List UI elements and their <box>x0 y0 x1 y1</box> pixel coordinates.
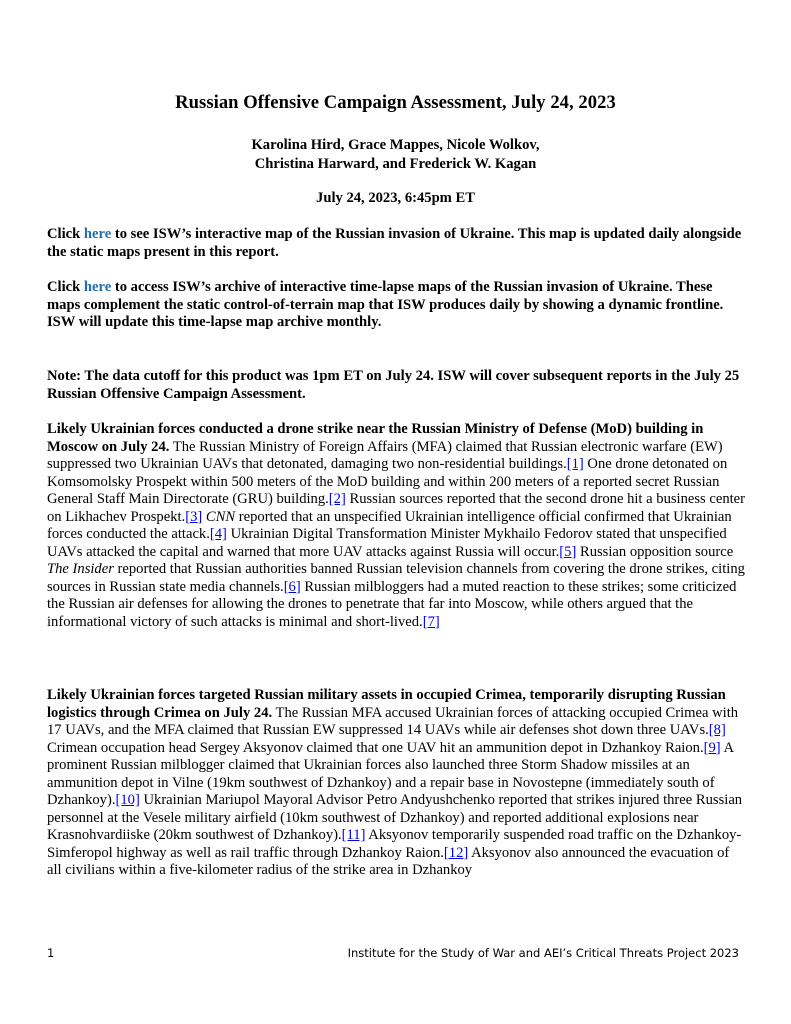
footnote-ref-4[interactable]: [4] <box>209 526 227 542</box>
author-list <box>0 136 791 174</box>
body-text: The Russian MFA accused Ukrainian forces of attacking occupied Crimea with 17 UAVs, and the MFA claimed that Russian EW suppressed 14 UAVs while air defenses shot down three UAVs. <box>47 704 739 738</box>
source-name-cnn: CNN <box>205 508 236 525</box>
body-text: Aksyonov also announced the evacuation of all civilians within a five-kilometer radius of the strike area in Dzhankoy <box>47 844 730 878</box>
footnote-ref-8[interactable]: [8] <box>708 722 726 738</box>
interactive-map-note <box>47 226 747 261</box>
body-text: reported that Russian authorities banned Russian television channels from covering the drone strikes, citing sources in Russian state media channels. <box>47 561 745 595</box>
intro-p1-pre: Click <box>47 226 84 242</box>
body-text: Russian sources reported that the second drone hit a business center on Likhachev Prospekt. <box>47 491 746 525</box>
body-text: One drone detonated on Komsomolsky Prospekt within 500 meters of the MoD building and within 200 meters of a reported secret Russian General Staff Main Directorate (GRU) building. <box>47 456 728 507</box>
body-text: A prominent Russian milblogger claimed that Ukrainian forces also launched three Storm Shadow missiles at an ammunition depot in Vilne (19km southwest of Dzhankoy) and a repair base in Novostepne (immediately south of Dzhankoy). <box>47 739 734 808</box>
footnote-ref-9[interactable]: [9] <box>703 739 721 756</box>
footnote-ref-10[interactable]: [10] <box>115 792 140 808</box>
footnote-ref-7[interactable]: [7] <box>422 613 440 630</box>
body-text: Russian opposition source <box>576 543 734 560</box>
footnote-ref-2[interactable]: [2] <box>328 491 346 507</box>
authors-line-1: Karolina Hird, Grace Mappes, Nicole Wolkov, <box>251 137 540 153</box>
body-text: Ukrainian Mariupol Mayoral Advisor Petro Andyushchenko reported that strikes injured three Russian personnel at the Vesele military airfield (10km southwest of Dzhankoy) and reported additional explosions near Krasnohvardiiske (20km southwest of Dzhankoy). <box>47 792 743 843</box>
body-text: The Russian Ministry of Foreign Affairs (MFA) claimed that Russian electronic warfare (EW) suppressed two Ukrainian UAVs that detonated, damaging two non-residential buildings. <box>47 438 723 472</box>
authors-line-2: Christina Harward, and Frederick W. Kagan <box>254 156 537 172</box>
intro-p2-post: to access ISW’s archive of interactive time-lapse maps of the Russian invasion of Ukraine. These maps complement the static control-of-terrain map that ISW produces daily by showing a dynamic frontline. ISW will update this time-lapse map archive monthly. <box>47 279 724 330</box>
page-number: 1 <box>47 946 55 960</box>
paragraph-lead: Likely Ukrainian forces conducted a drone strike near the Russian Ministry of Defense (MoD) building in Moscow on July 24. <box>47 421 704 455</box>
timelapse-archive-note <box>47 279 747 332</box>
intro-p2-pre: Click <box>47 279 84 295</box>
page-title: Russian Offensive Campaign Assessment, July 24, 2023 <box>175 92 616 113</box>
body-text: Ukrainian Digital Transformation Minister Mykhailo Fedorov stated that unspecified UAVs attacked the capital and warned that more UAV attacks against Russia will occur. <box>47 526 727 560</box>
publication-dateline: July 24, 2023, 6:45pm ET <box>316 190 475 206</box>
source-name-the-insider: The Insider <box>47 561 114 577</box>
footnote-ref-11[interactable]: [11] <box>341 827 366 843</box>
footnote-ref-1[interactable]: [1] <box>566 456 584 472</box>
body-text: Crimean occupation head Sergey Aksyonov claimed that one UAV hit an ammunition depot in Dzhankoy Raion. <box>47 739 704 756</box>
moscow-drone-strike-paragraph <box>47 421 747 631</box>
body-text: Russian milbloggers had a muted reaction to these strikes; some criticized the Russian air defenses for allowing the drones to penetrate that far into Moscow, while others argued that the informational victory of such attacks is minimal and short-lived. <box>47 578 737 630</box>
body-text: reported that an unspecified Ukrainian intelligence official confirmed that Ukrainian forces conducted the attack. <box>47 508 732 542</box>
data-cutoff-note: Note: The data cutoff for this product was 1pm ET on July 24. ISW will cover subsequent reports in the July 25 Russian Offensive Campaign Assessment. <box>47 368 740 402</box>
footnote-ref-5[interactable]: [5] <box>559 543 577 560</box>
interactive-map-link[interactable]: here <box>83 226 112 242</box>
crimea-strikes-paragraph <box>47 687 747 880</box>
footnote-ref-12[interactable]: [12] <box>443 844 469 861</box>
body-text: Aksyonov temporarily suspended road traffic on the Dzhankoy-Simferopol highway as well as rail traffic through Dzhankoy Raion. <box>47 827 742 861</box>
intro-p1-post: to see ISW’s interactive map of the Russian invasion of Ukraine. This map is updated daily alongside the static maps present in this report. <box>47 226 742 260</box>
footnote-ref-3[interactable]: [3] <box>185 508 203 525</box>
footnote-ref-6[interactable]: [6] <box>283 578 301 595</box>
paragraph-lead: Likely Ukrainian forces targeted Russian military assets in occupied Crimea, temporarily disrupting Russian logistics through Crimea on July 24. <box>47 687 726 721</box>
footer-organization: Institute for the Study of War and AEI’s Critical Threats Project 2023 <box>347 946 739 960</box>
timelapse-archive-link[interactable]: here <box>83 279 112 295</box>
